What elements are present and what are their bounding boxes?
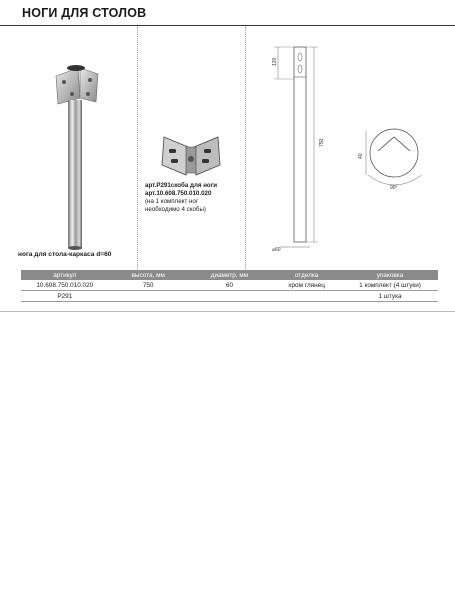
col-height: высота, мм [109, 270, 188, 280]
section-divider [0, 311, 455, 312]
bracket-article-p291: арт.P291скоба для ноги [145, 182, 218, 189]
cell-finish [271, 291, 342, 302]
cell-height: 750 [109, 280, 188, 291]
dim-diameter-label: ⌀60 [272, 247, 281, 253]
spec-table [21, 270, 438, 302]
bracket-note-line-2: необходимо 4 скобы) [145, 206, 206, 213]
bracket-image [160, 133, 222, 178]
dim-120-label: 120 [272, 57, 278, 66]
cell-height [109, 291, 188, 302]
table-leg-image [50, 60, 110, 255]
cell-article: 10.608.750.010.020 [21, 280, 109, 291]
cell-packaging: 1 штука [342, 291, 438, 302]
table-row [21, 291, 438, 302]
cell-article: P291 [21, 291, 109, 302]
col-article: артикул [21, 270, 109, 280]
bracket-article-number: арт.10.608.750.010.020 [145, 190, 212, 197]
column-divider [137, 27, 138, 269]
bracket-note-line-1: (на 1 комплект ног [145, 198, 199, 205]
dim-40-label: 40 [358, 153, 364, 159]
leg-caption: нога для стола-каркаса d=60 [18, 251, 112, 258]
page-header [0, 0, 455, 26]
cell-diameter [188, 291, 271, 302]
column-divider [245, 27, 246, 269]
col-packaging: упаковка [342, 270, 438, 280]
bracket-caption [145, 182, 217, 214]
technical-drawing [250, 35, 450, 260]
cell-finish: хром глянец [271, 280, 342, 291]
col-diameter: диаметр, мм [188, 270, 271, 280]
col-finish: отделка [271, 270, 342, 280]
page-title: НОГИ ДЛЯ СТОЛОВ [22, 6, 147, 20]
table-header-row [21, 270, 438, 280]
dim-angle-label: 90° [390, 185, 398, 191]
table-row [21, 280, 438, 291]
dim-750-label: 750 [319, 138, 325, 147]
header-divider [0, 25, 455, 26]
cell-packaging: 1 комплект (4 штуки) [342, 280, 438, 291]
cell-diameter: 60 [188, 280, 271, 291]
